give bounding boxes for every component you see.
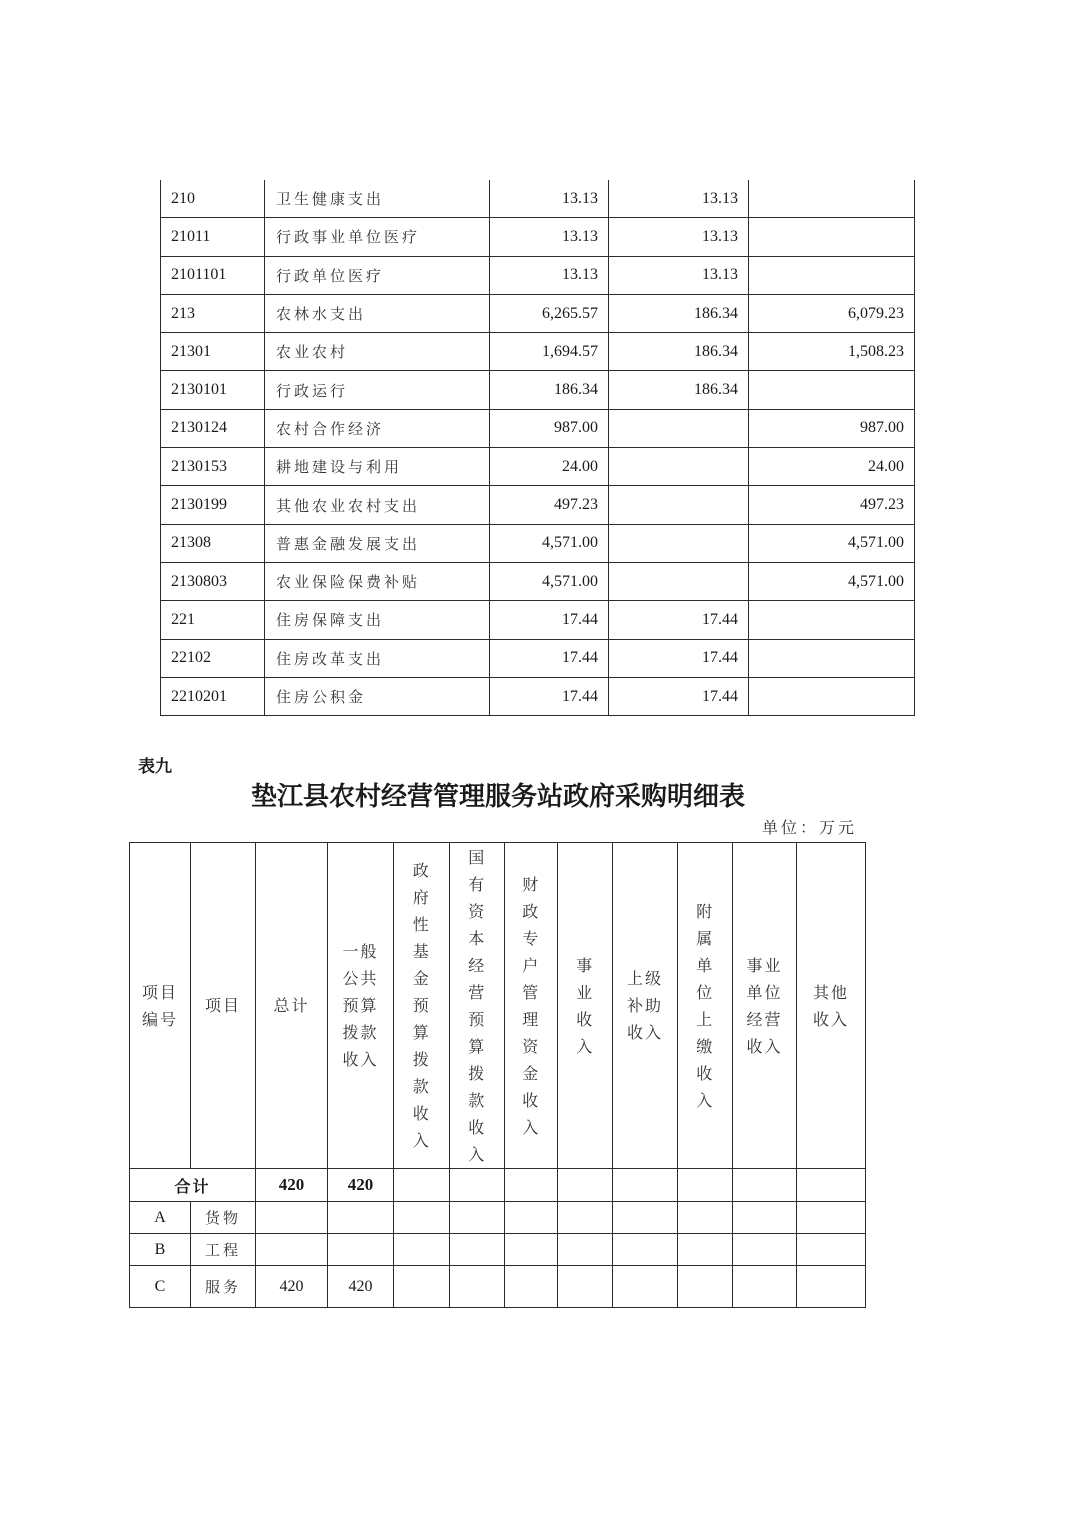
total-cell: 13.13: [490, 218, 609, 256]
subject-name-cell: 卫生健康支出: [265, 180, 490, 218]
value-cell: [558, 1202, 613, 1234]
value-cell: [678, 1234, 733, 1266]
subject-name-cell: 农村合作经济: [265, 409, 490, 447]
total-cell: 420: [328, 1169, 394, 1202]
total-cell: 17.44: [490, 639, 609, 677]
basic-expenditure-cell: 17.44: [609, 677, 749, 715]
subject-code-cell: 21011: [161, 218, 265, 256]
subject-name-cell: 住房改革支出: [265, 639, 490, 677]
table-row: [161, 333, 915, 371]
subject-code-cell: 210: [161, 180, 265, 218]
header-superior-subsidy: 上级补助收入: [613, 843, 678, 1169]
subject-code-cell: 2130803: [161, 562, 265, 600]
table-number-label: 表九: [138, 757, 172, 777]
basic-expenditure-cell: 17.44: [609, 601, 749, 639]
table-row: [161, 524, 915, 562]
value-cell: [678, 1266, 733, 1308]
value-cell: [558, 1234, 613, 1266]
total-cell: 4,571.00: [490, 524, 609, 562]
total-cell: [505, 1169, 558, 1202]
project-expenditure-cell: 24.00: [749, 448, 915, 486]
total-cell: [558, 1169, 613, 1202]
basic-expenditure-cell: 17.44: [609, 639, 749, 677]
project-expenditure-cell: 987.00: [749, 409, 915, 447]
item-name-cell: 工程: [191, 1234, 256, 1266]
table-row: [130, 1266, 866, 1308]
total-row: [130, 1169, 866, 1202]
project-expenditure-cell: 6,079.23: [749, 294, 915, 332]
value-cell: [613, 1234, 678, 1266]
value-cell: [558, 1266, 613, 1308]
value-cell: [505, 1202, 558, 1234]
subject-code-cell: 2130124: [161, 409, 265, 447]
subject-name-cell: 耕地建设与利用: [265, 448, 490, 486]
value-cell: [450, 1202, 505, 1234]
basic-expenditure-cell: [609, 562, 749, 600]
basic-expenditure-cell: 13.13: [609, 180, 749, 218]
total-cell: 987.00: [490, 409, 609, 447]
project-expenditure-cell: [749, 180, 915, 218]
subject-name-cell: 农业农村: [265, 333, 490, 371]
total-cell: 420: [256, 1169, 328, 1202]
value-cell: [256, 1202, 328, 1234]
table-row: [161, 486, 915, 524]
basic-expenditure-cell: [609, 524, 749, 562]
basic-expenditure-cell: 186.34: [609, 371, 749, 409]
header-state-capital-budget: 国有资本经营预算拨款收入: [450, 843, 505, 1169]
project-expenditure-cell: 4,571.00: [749, 562, 915, 600]
subject-code-cell: 2130199: [161, 486, 265, 524]
subject-code-cell: 221: [161, 601, 265, 639]
total-cell: 17.44: [490, 677, 609, 715]
project-expenditure-cell: 497.23: [749, 486, 915, 524]
project-expenditure-cell: [749, 371, 915, 409]
header-operating-income: 事业单位经营收入: [733, 843, 797, 1169]
item-name-cell: 服务: [191, 1266, 256, 1308]
total-cell: 497.23: [490, 486, 609, 524]
header-business-income: 事业收入: [558, 843, 613, 1169]
table-row: [161, 639, 915, 677]
basic-expenditure-cell: [609, 448, 749, 486]
value-cell: [328, 1202, 394, 1234]
subject-code-cell: 21308: [161, 524, 265, 562]
basic-expenditure-cell: [609, 409, 749, 447]
value-cell: [613, 1266, 678, 1308]
total-cell: 6,265.57: [490, 294, 609, 332]
project-expenditure-cell: [749, 639, 915, 677]
total-cell: [394, 1169, 450, 1202]
subject-code-cell: 2130153: [161, 448, 265, 486]
total-cell: 186.34: [490, 371, 609, 409]
subject-name-cell: 住房保障支出: [265, 601, 490, 639]
project-expenditure-cell: 1,508.23: [749, 333, 915, 371]
basic-expenditure-cell: [609, 486, 749, 524]
table-row: [161, 677, 915, 715]
procurement-detail-table: [129, 842, 866, 1308]
project-expenditure-cell: [749, 677, 915, 715]
project-expenditure-cell: [749, 256, 915, 294]
item-code-cell: A: [130, 1202, 191, 1234]
total-cell: [733, 1169, 797, 1202]
total-cell: [613, 1169, 678, 1202]
expense-classification-table: [160, 180, 915, 716]
total-cell: 1,694.57: [490, 333, 609, 371]
value-cell: [613, 1202, 678, 1234]
subject-name-cell: 行政事业单位医疗: [265, 218, 490, 256]
table-row: [161, 601, 915, 639]
basic-expenditure-cell: 186.34: [609, 333, 749, 371]
subject-name-cell: 行政运行: [265, 371, 490, 409]
basic-expenditure-cell: 186.34: [609, 294, 749, 332]
total-cell: 24.00: [490, 448, 609, 486]
header-general-budget: 一般公共预算拨款收入: [328, 843, 394, 1169]
total-cell: [450, 1169, 505, 1202]
unit-label: 单位：万元: [762, 818, 858, 837]
value-cell: [394, 1202, 450, 1234]
header-other-income: 其他收入: [797, 843, 866, 1169]
basic-expenditure-cell: 13.13: [609, 218, 749, 256]
subject-code-cell: 213: [161, 294, 265, 332]
table-row: [161, 371, 915, 409]
table-row: [161, 409, 915, 447]
project-expenditure-cell: [749, 218, 915, 256]
item-name-cell: 货物: [191, 1202, 256, 1234]
value-cell: [450, 1234, 505, 1266]
subject-code-cell: 22102: [161, 639, 265, 677]
table-row: [161, 180, 915, 218]
subject-code-cell: 2210201: [161, 677, 265, 715]
value-cell: 420: [256, 1266, 328, 1308]
header-gov-fund-budget: 政府性基金预算拨款收入: [394, 843, 450, 1169]
item-code-cell: C: [130, 1266, 191, 1308]
value-cell: [328, 1234, 394, 1266]
subject-name-cell: 农业保险保费补贴: [265, 562, 490, 600]
subject-name-cell: 住房公积金: [265, 677, 490, 715]
value-cell: [505, 1234, 558, 1266]
value-cell: [394, 1234, 450, 1266]
value-cell: [733, 1266, 797, 1308]
value-cell: [394, 1266, 450, 1308]
table-row: [161, 562, 915, 600]
table-row: [130, 1234, 866, 1266]
table-row: [161, 448, 915, 486]
header-project: 项目: [191, 843, 256, 1169]
value-cell: [797, 1266, 866, 1308]
value-cell: [733, 1202, 797, 1234]
value-cell: 420: [328, 1266, 394, 1308]
header-row: [130, 843, 866, 1169]
project-expenditure-cell: 4,571.00: [749, 524, 915, 562]
value-cell: [450, 1266, 505, 1308]
total-cell: 13.13: [490, 256, 609, 294]
basic-expenditure-cell: 13.13: [609, 256, 749, 294]
value-cell: [505, 1266, 558, 1308]
value-cell: [797, 1202, 866, 1234]
total-cell: 17.44: [490, 601, 609, 639]
header-total: 总计: [256, 843, 328, 1169]
page-title: 垫江县农村经营管理服务站政府采购明细表: [250, 782, 745, 811]
value-cell: [678, 1202, 733, 1234]
total-cell: 13.13: [490, 180, 609, 218]
value-cell: [256, 1234, 328, 1266]
total-cell: 4,571.00: [490, 562, 609, 600]
subject-code-cell: 2130101: [161, 371, 265, 409]
item-code-cell: B: [130, 1234, 191, 1266]
table-row: [161, 294, 915, 332]
header-fiscal-account-funds: 财政专户管理资金收入: [505, 843, 558, 1169]
total-label: 合计: [130, 1169, 256, 1202]
total-cell: [797, 1169, 866, 1202]
header-affiliated-unit-income: 附属单位上缴收入: [678, 843, 733, 1169]
value-cell: [797, 1234, 866, 1266]
total-cell: [678, 1169, 733, 1202]
table-row: [161, 256, 915, 294]
project-expenditure-cell: [749, 601, 915, 639]
subject-name-cell: 农林水支出: [265, 294, 490, 332]
subject-name-cell: 普惠金融发展支出: [265, 524, 490, 562]
value-cell: [733, 1234, 797, 1266]
subject-name-cell: 其他农业农村支出: [265, 486, 490, 524]
subject-code-cell: 21301: [161, 333, 265, 371]
table-row: [161, 218, 915, 256]
header-project-code: 项目编号: [130, 843, 191, 1169]
subject-code-cell: 2101101: [161, 256, 265, 294]
table-row: [130, 1202, 866, 1234]
subject-name-cell: 行政单位医疗: [265, 256, 490, 294]
